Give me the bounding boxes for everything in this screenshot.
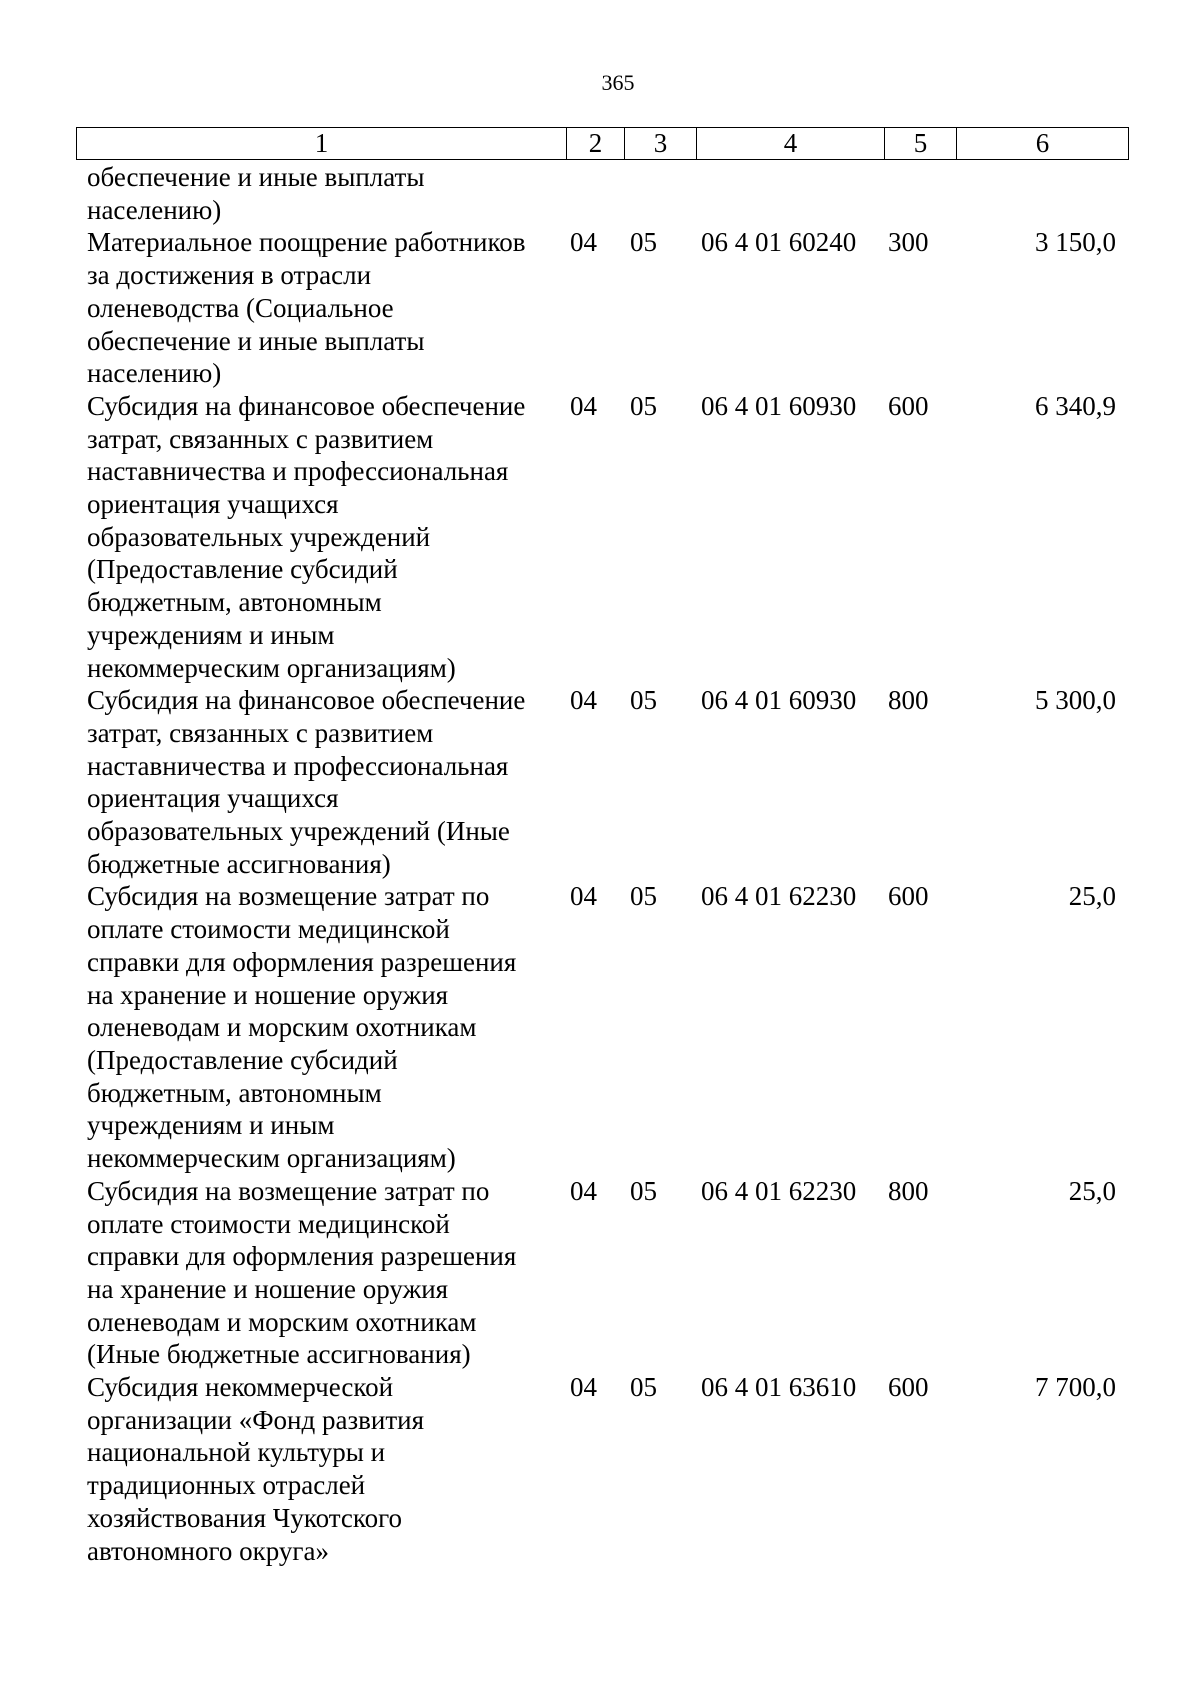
expense-name-line: некоммерческим организациям) xyxy=(87,652,456,683)
expense-name-line: на хранение и ношение оружия xyxy=(87,979,449,1010)
table-row xyxy=(76,226,1128,390)
expense-name-line: Субсидия на возмещение затрат по xyxy=(87,1175,490,1206)
expense-name-line: за достижения в отрасли xyxy=(87,260,372,291)
expense-name-line: организации «Фонд развития xyxy=(87,1404,424,1435)
table-row xyxy=(76,161,1128,226)
expense-name-line: (Иные бюджетные ассигнования) xyxy=(87,1339,471,1370)
expense-name-line: ориентация учащихся xyxy=(87,489,339,520)
expense-type-cell: 800 xyxy=(888,685,929,716)
subsection-code-cell: 05 xyxy=(630,1372,657,1403)
expense-name-line: населению) xyxy=(87,358,222,389)
expense-name-line: наставничества и профессиональная xyxy=(87,750,509,781)
amount-cell: 5 300,0 xyxy=(1035,685,1116,716)
expense-name-line: (Предоставление субсидий xyxy=(87,554,398,585)
expense-type-cell: 600 xyxy=(888,881,929,912)
subsection-code-cell: 05 xyxy=(630,1175,657,1206)
column-header-5: 5 xyxy=(885,128,957,160)
expense-name-line: Субсидия на финансовое обеспечение xyxy=(87,390,526,421)
expense-name-cell xyxy=(76,880,560,1174)
expense-name-line: образовательных учреждений (Иные xyxy=(87,816,510,847)
expense-name-line: ориентация учащихся xyxy=(87,783,339,814)
expense-name-line: затрат, связанных с развитием xyxy=(87,423,434,454)
section-code-cell: 04 xyxy=(570,227,597,258)
expense-name-line: Субсидия некоммерческой xyxy=(87,1372,394,1403)
expense-name-line: бюджетные ассигнования) xyxy=(87,848,391,879)
expense-name-line: оленеводам и морским охотникам xyxy=(87,1012,477,1043)
expense-name-line: населению) xyxy=(87,194,222,225)
expense-name-line: бюджетным, автономным xyxy=(87,1077,382,1108)
expense-name-cell xyxy=(76,390,560,684)
target-article-cell: 06 4 01 63610 xyxy=(701,1372,857,1403)
expense-name-cell xyxy=(76,1371,560,1567)
expense-name-line: оленеводам и морским охотникам xyxy=(87,1306,477,1337)
subsection-code-cell: 05 xyxy=(630,390,657,421)
column-header-4: 4 xyxy=(697,128,885,160)
expense-type-cell: 600 xyxy=(888,1372,929,1403)
table-row xyxy=(76,880,1128,1174)
column-header-3: 3 xyxy=(625,128,697,160)
expense-name-line: оленеводства (Социальное xyxy=(87,292,394,323)
expense-type-cell: 600 xyxy=(888,390,929,421)
expense-type-cell: 300 xyxy=(888,227,929,258)
table-row xyxy=(76,1175,1128,1371)
expense-name-line: Субсидия на возмещение затрат по xyxy=(87,881,490,912)
page-number: 365 xyxy=(601,70,635,95)
section-code-cell: 04 xyxy=(570,881,597,912)
section-code-cell: 04 xyxy=(570,685,597,716)
expense-name-line: Материальное поощрение работников xyxy=(87,227,526,258)
budget-table-body xyxy=(76,161,1128,1567)
target-article-cell: 06 4 01 60930 xyxy=(701,685,857,716)
column-header-6: 6 xyxy=(957,128,1129,160)
table-row xyxy=(76,390,1128,684)
expense-type-cell: 800 xyxy=(888,1175,929,1206)
expense-name-line: оплате стоимости медицинской xyxy=(87,1208,450,1239)
expense-name-line: справки для оформления разрешения xyxy=(87,946,517,977)
section-code-cell: 04 xyxy=(570,1372,597,1403)
amount-cell: 25,0 xyxy=(1068,1175,1116,1206)
amount-cell: 7 700,0 xyxy=(1035,1372,1116,1403)
expense-name-line: автономного округа» xyxy=(87,1535,329,1566)
amount-cell: 25,0 xyxy=(1068,881,1116,912)
expense-name-line: образовательных учреждений xyxy=(87,521,431,552)
expense-name-line: обеспечение и иные выплаты xyxy=(87,162,425,192)
target-article-cell: 06 4 01 60240 xyxy=(701,227,857,258)
expense-name-cell xyxy=(76,684,560,880)
expense-name-line: обеспечение и иные выплаты xyxy=(87,325,425,356)
table-row xyxy=(76,1371,1128,1567)
expense-name-line: бюджетным, автономным xyxy=(87,587,382,618)
table-row xyxy=(76,684,1128,880)
expense-name-cell xyxy=(76,161,560,226)
expense-name-cell xyxy=(76,226,560,390)
target-article-cell: 06 4 01 62230 xyxy=(701,1175,857,1206)
subsection-code-cell: 05 xyxy=(630,227,657,258)
expense-name-line: на хранение и ношение оружия xyxy=(87,1273,449,1304)
column-number-header xyxy=(76,127,1129,160)
expense-name-line: учреждениям и иным xyxy=(87,1110,335,1141)
expense-name-line: традиционных отраслей xyxy=(87,1470,366,1501)
expense-name-line: некоммерческим организациям) xyxy=(87,1143,456,1174)
target-article-cell: 06 4 01 60930 xyxy=(701,390,857,421)
expense-name-line: (Предоставление субсидий xyxy=(87,1044,398,1075)
subsection-code-cell: 05 xyxy=(630,881,657,912)
column-header-2: 2 xyxy=(567,128,625,160)
expense-name-line: наставничества и профессиональная xyxy=(87,456,509,487)
amount-cell: 6 340,9 xyxy=(1035,390,1116,421)
subsection-code-cell: 05 xyxy=(630,685,657,716)
expense-name-line: национальной культуры и xyxy=(87,1437,386,1468)
expense-name-line: хозяйствования Чукотского xyxy=(87,1502,402,1533)
target-article-cell: 06 4 01 62230 xyxy=(701,881,857,912)
expense-name-line: справки для оформления разрешения xyxy=(87,1241,517,1272)
section-code-cell: 04 xyxy=(570,1175,597,1206)
section-code-cell: 04 xyxy=(570,390,597,421)
amount-cell: 3 150,0 xyxy=(1035,227,1116,258)
expense-name-line: учреждениям и иным xyxy=(87,619,335,650)
expense-name-line: оплате стоимости медицинской xyxy=(87,914,450,945)
expense-name-line: Субсидия на финансовое обеспечение xyxy=(87,685,526,716)
expense-name-cell xyxy=(76,1175,560,1371)
column-header-1: 1 xyxy=(77,128,567,160)
expense-name-line: затрат, связанных с развитием xyxy=(87,717,434,748)
